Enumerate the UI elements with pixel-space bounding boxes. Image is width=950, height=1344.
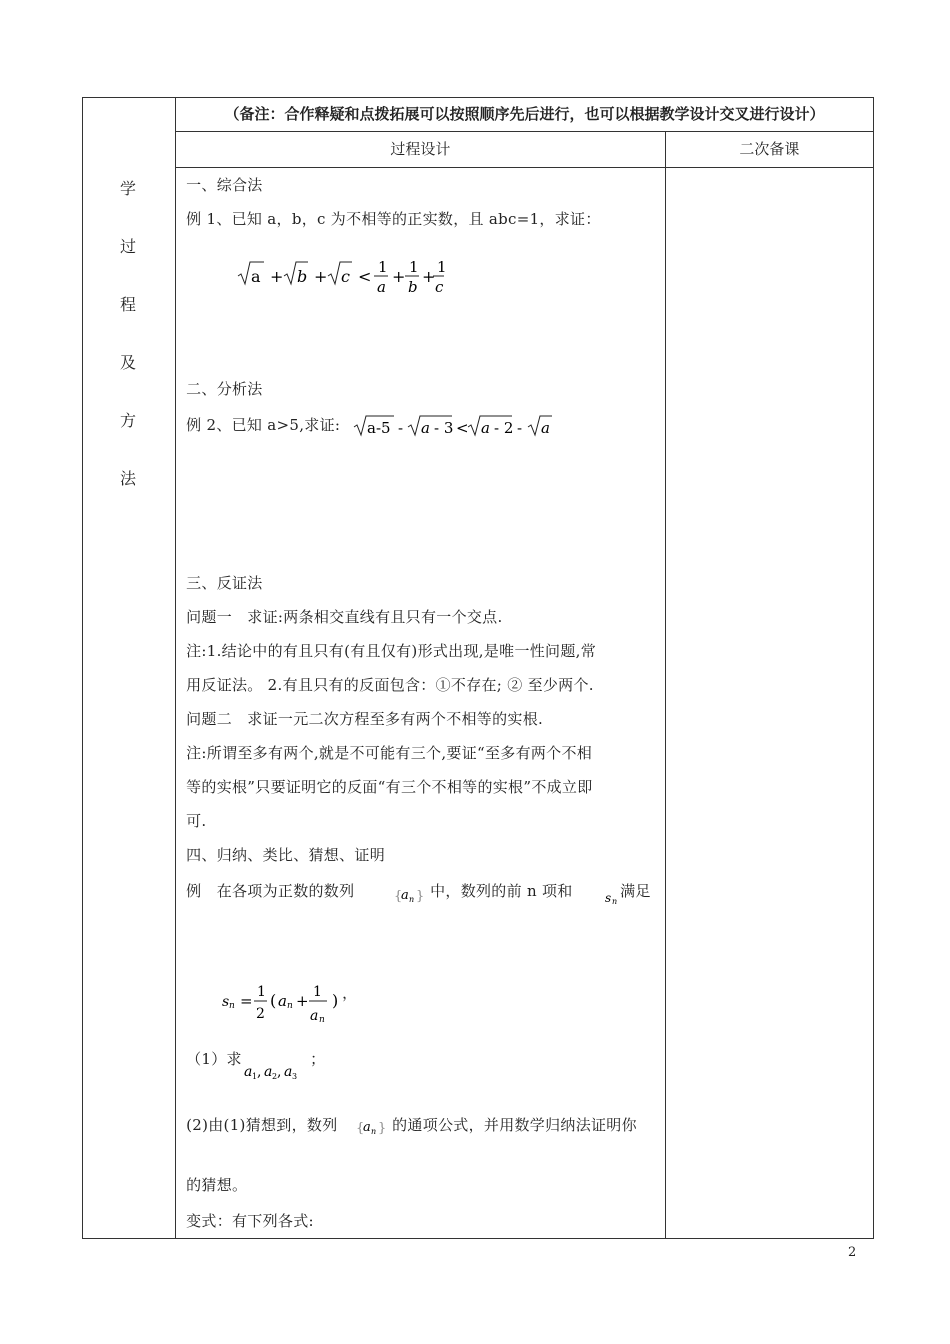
svg-text:+: +: [296, 992, 309, 1010]
svg-text:a: a: [284, 1064, 293, 1080]
svg-text:n: n: [319, 1015, 325, 1025]
svg-text:1: 1: [313, 984, 323, 1000]
svg-text:a: a: [421, 419, 431, 437]
variant-line: 变式：有下列各式:: [186, 1212, 314, 1230]
section-heading-3: 三、反证法: [186, 574, 263, 592]
svg-text:}: }: [378, 1121, 387, 1136]
header-second: 二次备课: [665, 132, 873, 168]
example-4-c: 满足: [620, 882, 651, 900]
svg-text:}: }: [416, 889, 425, 904]
example-4-a: 例 在各项为正数的数列: [186, 882, 355, 900]
svg-text:-: -: [517, 419, 523, 437]
part-1-a: （1）求: [186, 1050, 242, 1068]
side-label-char-4: 及: [120, 353, 137, 372]
svg-text:2: 2: [256, 1006, 266, 1022]
svg-text:s: s: [605, 891, 612, 905]
part-1-b: ；: [310, 1050, 326, 1068]
svg-text:a-5: a-5: [367, 419, 391, 437]
svg-text:a: a: [401, 888, 409, 903]
svg-text:,: ,: [257, 1064, 262, 1080]
svg-text:<: <: [358, 267, 372, 286]
note-1-line-1: 注:1.结论中的有且只有(有且仅有)形式出现,是唯一性问题,常: [186, 642, 597, 660]
problem-2: 问题二 求证一元二次方程至多有两个不相等的实根.: [186, 710, 544, 728]
page-number: 2: [848, 1245, 857, 1260]
svg-text:a: a: [310, 1008, 319, 1024]
svg-text:3: 3: [292, 1072, 298, 1081]
lesson-table: [82, 97, 874, 1239]
svg-text:- 2: - 2: [494, 419, 514, 437]
svg-text:a: a: [481, 419, 491, 437]
svg-text:(: (: [270, 991, 277, 1010]
section-heading-1: 一、综合法: [186, 176, 263, 194]
side-label-char-5: 方: [120, 411, 137, 430]
svg-text:{: {: [394, 889, 403, 904]
note-row: （备注：合作释疑和点拨拓展可以按照顺序先后进行，也可以根据教学设计交叉进行设计）: [176, 98, 874, 132]
part-2-a: (2)由(1)猜想到，数列: [186, 1116, 338, 1134]
side-label-char-1: 学: [120, 179, 137, 198]
svg-text:+: +: [422, 267, 436, 286]
formula-2: [352, 412, 572, 444]
formula-3-tail: ，: [342, 984, 358, 1002]
part-2-c: 的猜想。: [186, 1176, 248, 1194]
svg-text:+: +: [314, 267, 328, 286]
svg-text:a: a: [377, 278, 387, 296]
formula-1: [234, 250, 447, 308]
svg-text:1: 1: [437, 258, 447, 276]
svg-text:c: c: [435, 278, 444, 296]
example-1: 例 1、已知 a，b，c 为不相等的正实数，且 abc=1，求证：: [186, 210, 601, 228]
svg-text:b: b: [408, 278, 418, 296]
note-2-line-2: 等的实根”只要证明它的反面“有三个不相等的实根”不成立即: [186, 778, 593, 796]
formula-4: [242, 1058, 314, 1090]
header-process: 过程设计: [176, 132, 666, 168]
svg-text:c: c: [341, 267, 351, 286]
note-2-line-3: 可.: [186, 812, 207, 830]
process-content-cell: [176, 168, 666, 1239]
svg-text:-: -: [398, 419, 404, 437]
side-label-char-6: 法: [120, 469, 137, 488]
svg-text:s: s: [222, 994, 230, 1010]
svg-text:n: n: [612, 897, 618, 906]
svg-text:1: 1: [257, 984, 267, 1000]
svg-text:a: a: [244, 1064, 253, 1080]
part-2-b: 的通项公式，并用数学归纳法证明你: [392, 1116, 637, 1134]
svg-text:n: n: [287, 1001, 293, 1011]
second-prep-cell: [665, 168, 873, 1239]
svg-text:n: n: [409, 895, 415, 904]
svg-text:b: b: [297, 267, 308, 286]
svg-text:a: a: [251, 267, 261, 286]
svg-text:{: {: [356, 1121, 365, 1136]
svg-text:+: +: [270, 267, 284, 286]
svg-text:- 3: - 3: [434, 419, 454, 437]
svg-text:1: 1: [378, 258, 388, 276]
svg-text:1: 1: [252, 1072, 258, 1081]
svg-text:n: n: [229, 1001, 235, 1011]
section-heading-4: 四、归纳、类比、猜想、证明: [186, 846, 386, 864]
svg-text:1: 1: [409, 258, 419, 276]
svg-text:): ): [332, 991, 339, 1010]
svg-text:a: a: [541, 419, 551, 437]
example-4-b: 中，数列的前 n 项和: [430, 882, 573, 900]
sequence-symbol-2: [354, 1112, 386, 1144]
note-2-line-1: 注:所谓至多有两个,就是不可能有三个,要证“至多有两个不相: [186, 744, 593, 762]
note-1-line-2: 用反证法。 2.有且只有的反面包含：①不存在; ② 至少两个.: [186, 676, 594, 694]
side-label-char-2: 过: [120, 237, 137, 256]
svg-text:a: a: [264, 1064, 273, 1080]
sequence-symbol: [392, 880, 424, 912]
svg-text:+: +: [392, 267, 406, 286]
svg-text:<: <: [456, 419, 469, 437]
side-label-cell: [83, 98, 176, 1239]
svg-text:a: a: [363, 1120, 371, 1135]
svg-text:,: ,: [277, 1064, 282, 1080]
svg-text:=: =: [240, 992, 253, 1010]
example-2: 例 2、已知 a>5,求证:: [186, 416, 341, 434]
svg-text:2: 2: [272, 1072, 278, 1081]
side-label-char-3: 程: [120, 295, 137, 314]
section-heading-2: 二、分析法: [186, 380, 263, 398]
problem-1: 问题一 求证:两条相交直线有且只有一个交点.: [186, 608, 503, 626]
svg-text:a: a: [278, 992, 288, 1010]
svg-text:n: n: [371, 1127, 377, 1136]
